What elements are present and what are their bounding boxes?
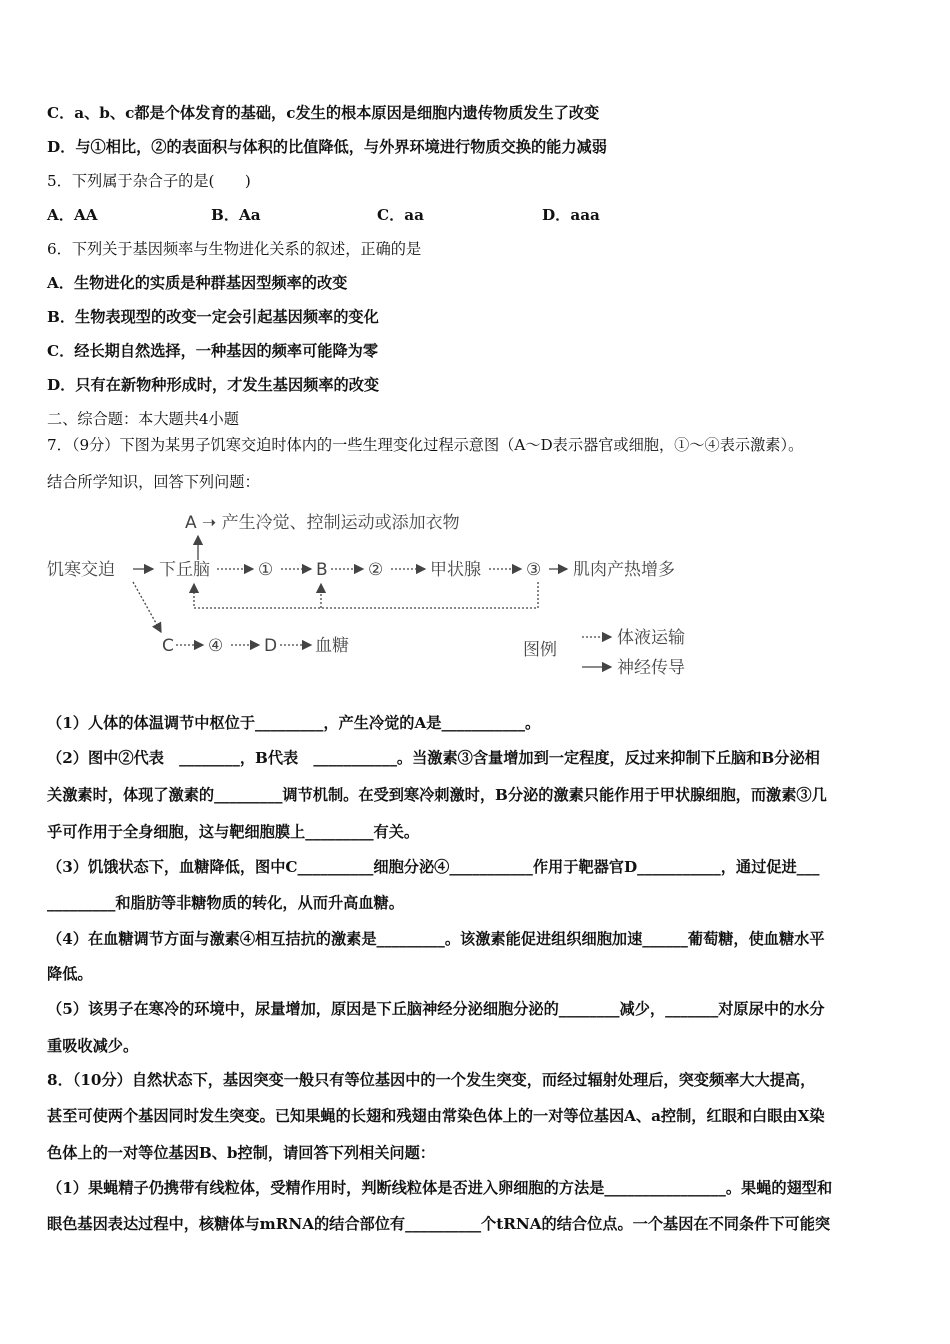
- q7-part-5-line1: （5）该男子在寒冷的环境中，尿量增加，原因是下丘脑神经分泌细胞分泌的________减少，_______对原尿中的水分: [47, 1000, 825, 1018]
- diagram-d: D: [264, 636, 278, 656]
- diagram-hormone-1: ①: [258, 560, 274, 580]
- q8-part-1-line2: 眼色基因表达过程中，核糖体与mRNA的结合部位有__________个tRNA的结合位点。一个基因在不同条件下可能突: [47, 1215, 831, 1233]
- q8-part-1-line1: （1）果蝇精子仍携带有线粒体，受精作用时，判断线粒体是否进入卵细胞的方法是________________。果蝇的翅型和: [47, 1179, 833, 1197]
- physiology-diagram: [45, 500, 705, 690]
- q7-part-3-line2: _________和脂肪等非糖物质的转化，从而升高血糖。: [47, 894, 404, 912]
- q5-option-a: A．AA: [47, 206, 98, 224]
- diagram-hormone-2: ②: [368, 560, 384, 580]
- q7-part-4-line2: 降低。: [47, 965, 93, 983]
- q5-option-c: C．aa: [377, 206, 424, 224]
- diagram-b: B: [316, 560, 328, 580]
- diagram-hunger-cold: 饥寒交迫: [47, 560, 115, 580]
- q7-part-5-line2: 重吸收减少。: [47, 1037, 139, 1055]
- q5-options: [47, 205, 747, 225]
- q7-stem-line1: 7．（9分）下图为某男子饥寒交迫时体内的一些生理变化过程示意图（A～D表示器官或细胞，①～④表示激素）。: [47, 436, 804, 454]
- q6-option-b: B．生物表现型的改变一定会引起基因频率的变化: [47, 308, 379, 326]
- q8-stem-line3: 色体上的一对等位基因B、b控制，请回答下列相关问题：: [47, 1144, 435, 1162]
- q6-option-d: D．只有在新物种形成时，才发生基因频率的改变: [47, 376, 380, 394]
- q5-stem: [47, 171, 251, 191]
- q5-number: 5．下列属于杂合子的是( ): [47, 172, 251, 190]
- diagram-c: C: [162, 636, 174, 656]
- q5-option-b: B．Aa: [211, 206, 261, 224]
- q6-stem: 6．下列关于基因频率与生物进化关系的叙述，正确的是: [47, 240, 422, 258]
- q5-option-d: D．aaa: [542, 206, 600, 224]
- q7-part-2-line3: 乎可作用于全身细胞，这与靶细胞膜上_________有关。: [47, 823, 420, 841]
- q4-option-d: D．与①相比，②的表面积与体积的比值降低，与外界环境进行物质交换的能力减弱: [47, 138, 607, 156]
- diagram-hormone-4: ④: [208, 636, 224, 656]
- q7-part-1: （1）人体的体温调节中枢位于_________，产生冷觉的A是___________。: [47, 714, 541, 732]
- section-2-heading: 二、综合题：本大题共4小题: [47, 410, 239, 428]
- q8-stem-line1: 8．（10分）自然状态下，基因突变一般只有等位基因中的一个发生突变，而经过辐射处理后，突变频率大大提高，: [47, 1071, 816, 1089]
- q6-option-a: A．生物进化的实质是种群基因型频率的改变: [47, 274, 348, 292]
- q7-stem-line2: 结合所学知识，回答下列问题：: [47, 473, 260, 491]
- diagram-blood-sugar: 血糖: [315, 636, 349, 656]
- q6-option-c: C．经长期自然选择，一种基因的频率可能降为零: [47, 342, 379, 360]
- diagram-hormone-3: ③: [526, 560, 542, 580]
- q7-part-3-line1: （3）饥饿状态下，血糖降低，图中C__________细胞分泌④___________作用于靶器官D___________，通过促进___: [47, 858, 820, 876]
- diagram-legend-title: 图例: [523, 640, 557, 660]
- q4-option-c: C．a、b、c都是个体发育的基础，c发生的根本原因是细胞内遗传物质发生了改变: [47, 104, 600, 122]
- diagram-a-output: A ➝ 产生冷觉、控制运动或添加衣物: [185, 513, 460, 533]
- q7-part-4-line1: （4）在血糖调节方面与激素④相互拮抗的激素是_________。该激素能促进组织细胞加速______葡萄糖，使血糖水平: [47, 930, 825, 948]
- diagram-legend-fluid: 体液运输: [617, 628, 685, 648]
- diagram-thyroid: 甲状腺: [430, 560, 481, 580]
- q7-part-2-line2: 关激素时，体现了激素的_________调节机制。在受到寒冷刺激时，B分泌的激素只能作用于甲状腺细胞，而激素③几: [47, 786, 827, 804]
- diagram-muscle-heat: 肌肉产热增多: [573, 560, 675, 580]
- diagram-hypothalamus: 下丘脑: [159, 560, 210, 580]
- diagram-legend-nerve: 神经传导: [617, 658, 685, 678]
- q8-stem-line2: 甚至可使两个基因同时发生突变。已知果蝇的长翅和残翅由常染色体上的一对等位基因A、a控制，红眼和白眼由X染: [47, 1107, 825, 1125]
- q7-part-2-line1: （2）图中②代表 ________，B代表 ___________。当激素③含量增加到一定程度，反过来抑制下丘脑和B分泌相: [47, 749, 820, 767]
